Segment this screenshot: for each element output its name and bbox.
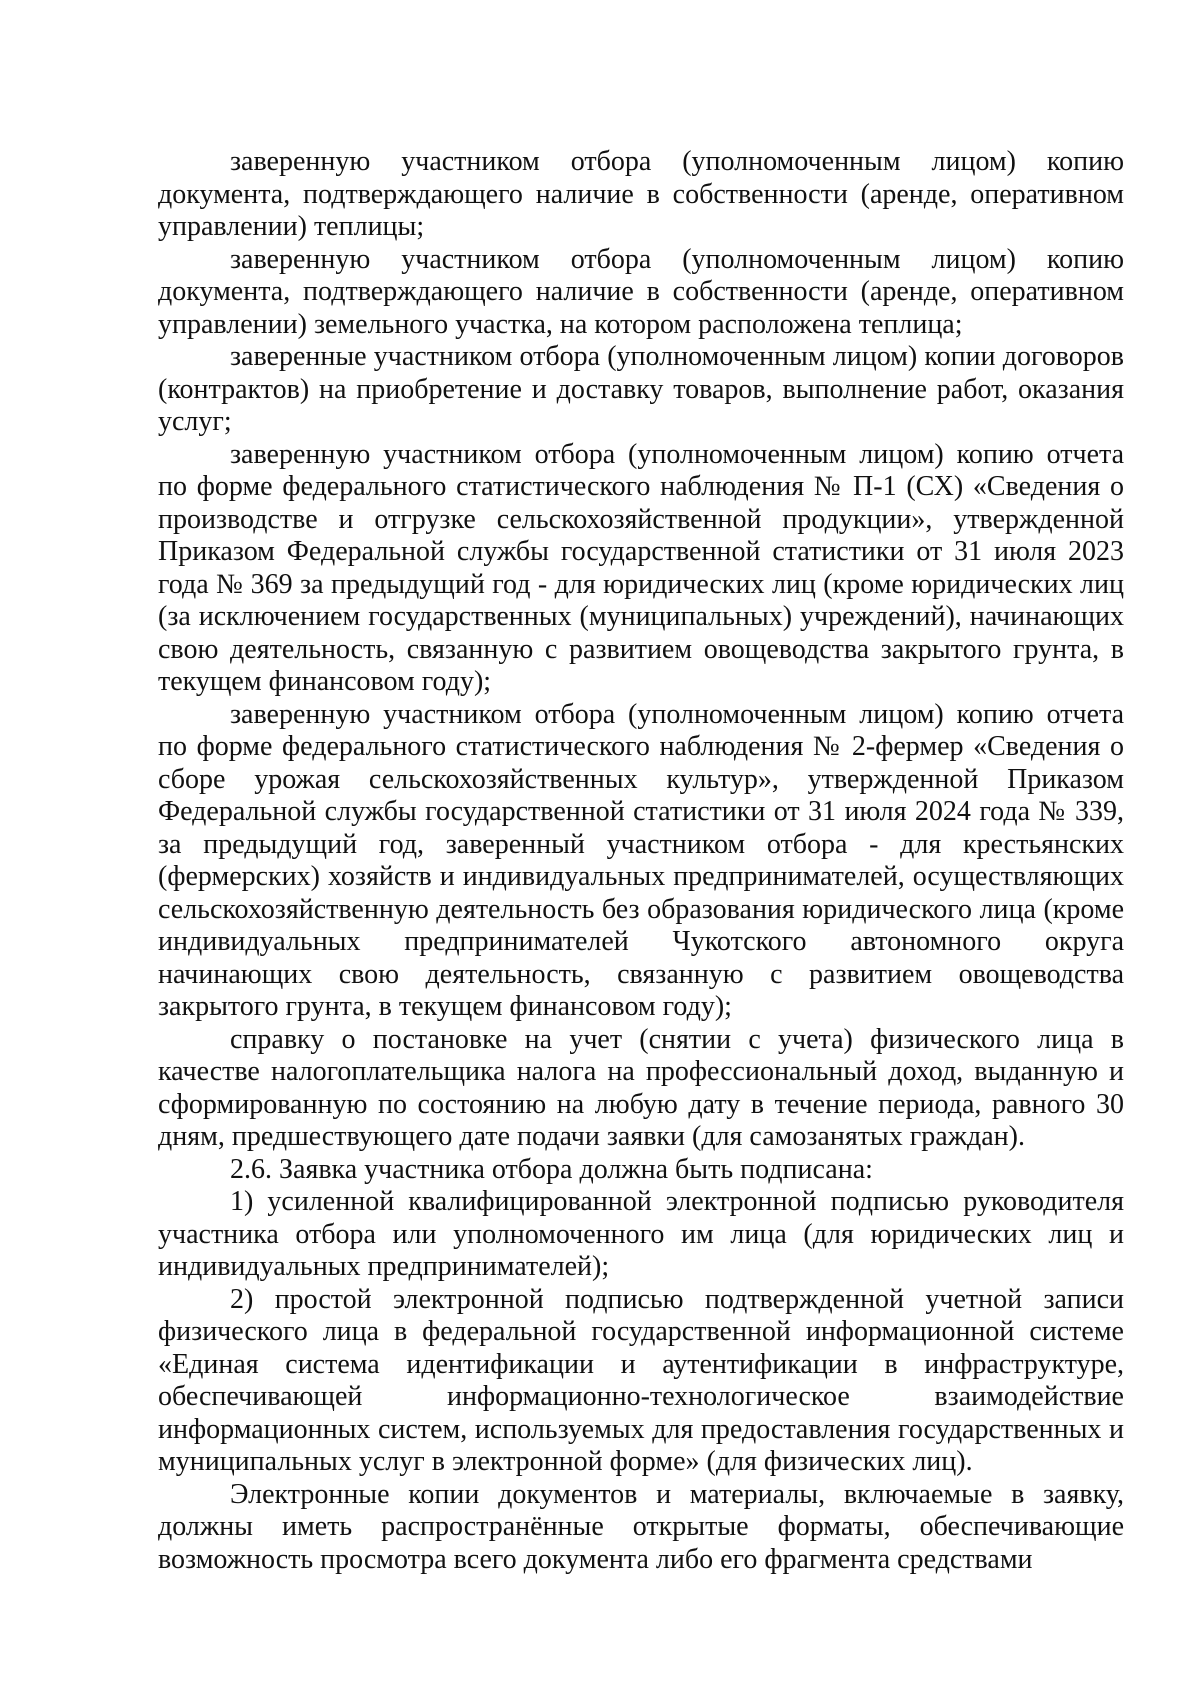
paragraph-electronic-copies: Электронные копии документов и материалы, включаемые в заявку, должны иметь распространённые открытые форматы, обеспечивающие возможность просмотра всего документа либо его фрагмента средствами [158, 1478, 1124, 1575]
paragraph-report-p1: заверенную участником отбора (уполномоченным лицом) копию отчета по форме федерального статистического наблюдения № П-1 (СХ) «Сведения о производстве и отгрузке сельскохозяйственной продукции», утвержденной Приказом Федеральной службы государственной статистики от 31 июля 2023 года № 369 за предыдущий год - для юридических лиц (кроме юридических лиц (за исключением государственных (муниципальных) учреждений), начинающих свою деятельность, связанную с развитием овощеводства закрытого грунта, в текущем финансовом году); [158, 438, 1124, 697]
paragraph-report-2-fermer: заверенную участником отбора (уполномоченным лицом) копию отчета по форме федерального статистического наблюдения № 2-фермер «Сведения о сборе урожая сельскохозяйственных культур», утвержденной Приказом Федеральной службы государственной статистики от 31 июля 2024 года № 339, за предыдущий год, заверенный участником отбора - для крестьянских (фермерских) хозяйств и индивидуальных предпринимателей, осуществляющих сельскохозяйственную деятельность без образования юридического лица (кроме индивидуальных предпринимателей Чукотского автономного округа начинающих свою деятельность, связанную с развитием овощеводства закрытого грунта, в текущем финансовом году); [158, 698, 1124, 1022]
paragraph-item-2-signature: 2) простой электронной подписью подтвержденной учетной записи физического лица в федеральной государственной информационной системе «Единая система идентификации и аутентификации в инфраструктуре, обеспечивающей информационно-технологическое взаимодействие информационных систем, используемых для предоставления государственных и муниципальных услуг в электронной форме» (для физических лиц). [158, 1283, 1124, 1477]
paragraph-section-2-6: 2.6. Заявка участника отбора должна быть подписана: [230, 1153, 873, 1185]
paragraph-greenhouse-ownership: заверенную участником отбора (уполномоченным лицом) копию документа, подтверждающего наличие в собственности (аренде, оперативном управлении) теплицы; [158, 146, 1124, 242]
document-page [158, 146, 1124, 1576]
paragraph-self-employed-certificate: справку о постановке на учет (снятии с учета) физического лица в качестве налогоплательщика налога на профессиональный доход, выданную и сформированную по состоянию на любую дату в течение периода, равного 30 дням, предшествующего дате подачи заявки (для самозанятых граждан). [158, 1023, 1124, 1152]
paragraph-item-1-signature: 1) усиленной квалифицированной электронной подписью руководителя участника отбора или уполномоченного им лица (для юридических лиц и индивидуальных предпринимателей); [158, 1186, 1124, 1282]
paragraph-land-ownership: заверенную участником отбора (уполномоченным лицом) копию документа, подтверждающего наличие в собственности (аренде, оперативном управлении) земельного участка, на котором расположена теплица; [158, 243, 1124, 340]
paragraph-contracts: заверенные участником отбора (уполномоченным лицом) копии договоров (контрактов) на приобретение и доставку товаров, выполнение работ, оказания услуг; [158, 341, 1124, 437]
